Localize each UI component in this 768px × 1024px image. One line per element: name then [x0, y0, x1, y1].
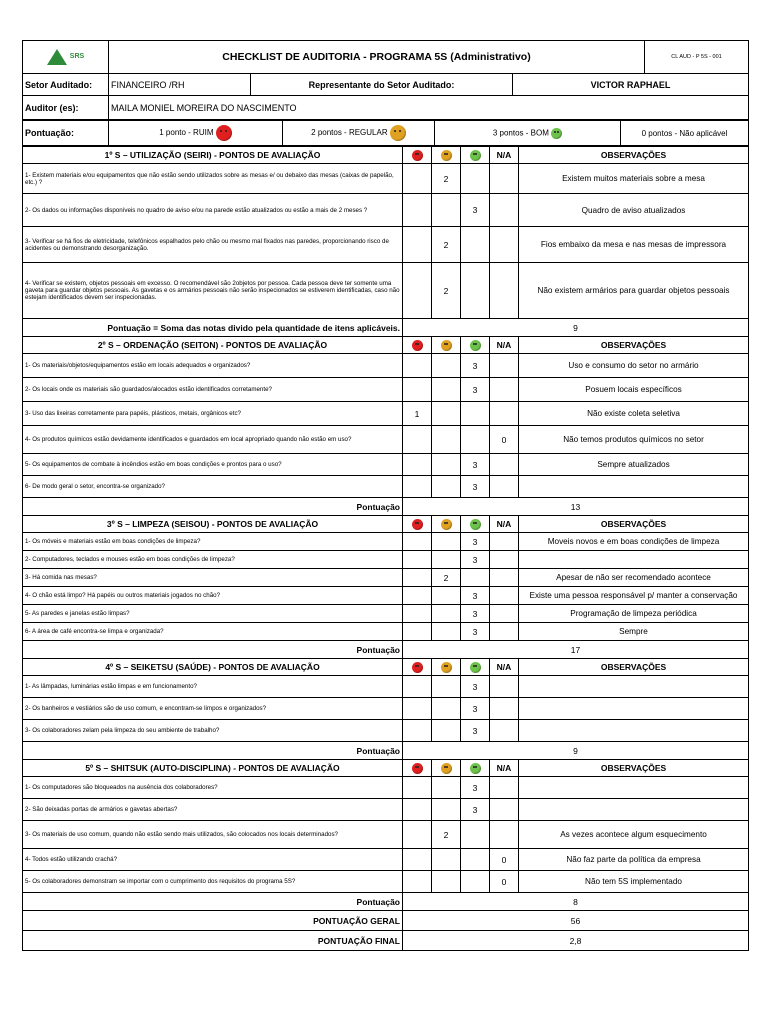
score-bom — [461, 871, 490, 893]
section-header — [23, 760, 749, 777]
table-row — [23, 402, 749, 426]
obs-header: OBSERVAÇÕES — [519, 147, 749, 164]
auditor-label: Auditor (es): — [23, 96, 109, 120]
total-label: Pontuação — [23, 498, 403, 516]
happy-face-icon — [470, 150, 481, 161]
score-ruim — [403, 551, 432, 569]
score-ruim — [403, 426, 432, 454]
score-na — [490, 164, 519, 194]
score-bom — [461, 227, 490, 263]
score-na: 0 — [490, 426, 519, 454]
score-bom: 3 — [461, 378, 490, 402]
section-total — [23, 319, 749, 337]
observation — [519, 698, 749, 720]
face-regular-cell — [432, 760, 461, 777]
score-ruim — [403, 263, 432, 319]
score-ruim — [403, 799, 432, 821]
score-ruim — [403, 533, 432, 551]
observation: Sempre atualizados — [519, 454, 749, 476]
document-title: CHECKLIST DE AUDITORIA - PROGRAMA 5S (Administrativo) — [109, 41, 645, 74]
score-na — [490, 799, 519, 821]
observation: Não faz parte da política da empresa — [519, 849, 749, 871]
score-bom — [461, 849, 490, 871]
score-regular — [432, 551, 461, 569]
face-regular-cell — [432, 147, 461, 164]
score-na — [490, 263, 519, 319]
score-na — [490, 569, 519, 587]
observation: Sempre — [519, 623, 749, 641]
setor-label: Setor Auditado: — [23, 74, 109, 96]
section-total — [23, 498, 749, 516]
score-regular — [432, 799, 461, 821]
section-total — [23, 641, 749, 659]
total-value: 13 — [403, 498, 749, 516]
score-ruim — [403, 821, 432, 849]
section-header — [23, 147, 749, 164]
observation: Posuem locais específicos — [519, 378, 749, 402]
score-regular — [432, 354, 461, 378]
observation: Quadro de aviso atualizados — [519, 194, 749, 227]
observation — [519, 799, 749, 821]
legend-table — [22, 120, 749, 146]
obs-header: OBSERVAÇÕES — [519, 337, 749, 354]
face-bom-cell — [461, 516, 490, 533]
score-na — [490, 194, 519, 227]
total-label: Pontuação = Soma das notas divido pela quantidade de itens aplicáveis. — [23, 319, 403, 337]
score-bom: 3 — [461, 551, 490, 569]
setor-value: FINANCEIRO /RH — [109, 74, 251, 96]
face-ruim-cell — [403, 659, 432, 676]
face-regular-cell — [432, 337, 461, 354]
table-row — [23, 454, 749, 476]
table-row — [23, 605, 749, 623]
score-regular — [432, 849, 461, 871]
observation: Não temos produtos químicos no setor — [519, 426, 749, 454]
score-ruim — [403, 378, 432, 402]
table-row — [23, 799, 749, 821]
question-text: 6- De modo geral o setor, encontra-se organizado? — [23, 476, 403, 498]
score-regular — [432, 402, 461, 426]
section-total — [23, 893, 749, 911]
obs-header: OBSERVAÇÕES — [519, 760, 749, 777]
score-regular — [432, 871, 461, 893]
sad-face-icon — [412, 150, 423, 161]
question-text: 4- Verificar se existem, objetos pessoais em excesso. O recomendável são 2objetos por pessoa. Cada pessoa deve ter somente uma gaveta para guardar objetos pessoais. As gavetas e os armários pessoais não serão inspecionados se estiverem identificadas, caso não estejam identificados devem ser inspecionadas. — [23, 263, 403, 319]
sad-face-icon — [412, 662, 423, 673]
face-regular-cell — [432, 659, 461, 676]
score-na: 0 — [490, 849, 519, 871]
geral-label: PONTUAÇÃO GERAL — [23, 911, 403, 931]
section-title: 2º S – ORDENAÇÃO (SEITON) - PONTOS DE AVALIAÇÃO — [23, 337, 403, 354]
score-bom — [461, 569, 490, 587]
happy-face-icon — [470, 340, 481, 351]
section-title: 4º S – SEIKETSU (SAÚDE) - PONTOS DE AVALIAÇÃO — [23, 659, 403, 676]
score-ruim — [403, 194, 432, 227]
table-row — [23, 194, 749, 227]
score-regular — [432, 720, 461, 742]
score-regular — [432, 454, 461, 476]
question-text: 2- Os banheiros e vestiários são de uso comum, e encontram-se limpos e organizados? — [23, 698, 403, 720]
face-bom-cell — [461, 760, 490, 777]
observation: Não existem armários para guardar objetos pessoais — [519, 263, 749, 319]
observation — [519, 676, 749, 698]
question-text: 4- Os produtos químicos estão devidamente identificados e guardados em local apropriado quando não estão em uso? — [23, 426, 403, 454]
observation: Não existe coleta seletiva — [519, 402, 749, 426]
total-value: 9 — [403, 742, 749, 760]
observation — [519, 720, 749, 742]
score-bom: 3 — [461, 354, 490, 378]
score-bom: 3 — [461, 777, 490, 799]
question-text: 2- São deixadas portas de armários e gavetas abertas? — [23, 799, 403, 821]
question-text: 3- Há comida nas mesas? — [23, 569, 403, 587]
face-ruim-cell — [403, 760, 432, 777]
neutral-face-icon — [441, 340, 452, 351]
table-row — [23, 777, 749, 799]
score-ruim — [403, 454, 432, 476]
representante-value: VICTOR RAPHAEL — [513, 74, 749, 96]
section-header — [23, 659, 749, 676]
total-label: Pontuação — [23, 742, 403, 760]
score-regular — [432, 426, 461, 454]
legend-ruim: 1 ponto - RUIM — [159, 128, 214, 138]
question-text: 3- Uso das lixeiras corretamente para papéis, plásticos, metais, orgânicos etc? — [23, 402, 403, 426]
obs-header: OBSERVAÇÕES — [519, 659, 749, 676]
geral-value: 56 — [403, 911, 749, 931]
auditor-value: MAILA MONIEL MOREIRA DO NASCIMENTO — [109, 96, 749, 120]
table-row — [23, 263, 749, 319]
score-bom: 3 — [461, 194, 490, 227]
final-value: 2,8 — [403, 931, 749, 951]
section-header — [23, 516, 749, 533]
score-bom: 3 — [461, 698, 490, 720]
representante-label: Representante do Setor Auditado: — [251, 74, 513, 96]
score-ruim — [403, 354, 432, 378]
score-regular — [432, 476, 461, 498]
table-row — [23, 533, 749, 551]
sad-face-icon — [412, 519, 423, 530]
question-text: 2- Os locais onde os materiais são guardados/alocados estão identificados corretamente? — [23, 378, 403, 402]
score-na — [490, 720, 519, 742]
happy-face-icon — [551, 128, 562, 139]
question-text: 2- Os dados ou informações disponíveis no quadro de aviso e/ou na parede estão atualizados ou estão a mais de 2 meses ? — [23, 194, 403, 227]
question-text: 1- Existem materiais e/ou equipamentos que não estão sendo utilizados sobre as mesas e/ ou debaixo das mesas (caixas de papelão, etc.) ? — [23, 164, 403, 194]
table-row — [23, 164, 749, 194]
score-bom: 3 — [461, 720, 490, 742]
score-na — [490, 587, 519, 605]
score-ruim — [403, 720, 432, 742]
score-na — [490, 533, 519, 551]
table-row — [23, 720, 749, 742]
question-text: 1- Os computadores são bloqueados na ausência dos colaboradores? — [23, 777, 403, 799]
score-na — [490, 605, 519, 623]
score-ruim — [403, 227, 432, 263]
score-regular — [432, 623, 461, 641]
score-na — [490, 378, 519, 402]
obs-header: OBSERVAÇÕES — [519, 516, 749, 533]
table-row — [23, 623, 749, 641]
table-row — [23, 227, 749, 263]
legend-bom: 3 pontos - BOM — [492, 128, 549, 138]
neutral-face-icon — [390, 125, 406, 141]
legend-regular: 2 pontos - REGULAR — [311, 128, 388, 138]
na-header: N/A — [490, 760, 519, 777]
score-bom: 3 — [461, 454, 490, 476]
table-row — [23, 871, 749, 893]
question-text: 5- Os equipamentos de combate à incêndios estão em boas condições e prontos para o uso? — [23, 454, 403, 476]
score-bom — [461, 426, 490, 454]
question-text: 5- As paredes e janelas estão limpas? — [23, 605, 403, 623]
observation: As vezes acontece algum esquecimento — [519, 821, 749, 849]
score-ruim — [403, 777, 432, 799]
score-na — [490, 354, 519, 378]
score-regular: 2 — [432, 263, 461, 319]
score-regular — [432, 605, 461, 623]
logo-triangle-icon — [47, 49, 67, 65]
sad-face-icon — [412, 763, 423, 774]
score-ruim — [403, 849, 432, 871]
total-value: 17 — [403, 641, 749, 659]
score-na — [490, 698, 519, 720]
table-row — [23, 378, 749, 402]
score-ruim — [403, 871, 432, 893]
score-ruim — [403, 676, 432, 698]
face-bom-cell — [461, 659, 490, 676]
total-value: 9 — [403, 319, 749, 337]
observation: Uso e consumo do setor no armário — [519, 354, 749, 378]
score-na: 0 — [490, 871, 519, 893]
na-header: N/A — [490, 659, 519, 676]
final-label: PONTUAÇÃO FINAL — [23, 931, 403, 951]
score-na — [490, 227, 519, 263]
total-label: Pontuação — [23, 893, 403, 911]
score-bom: 3 — [461, 676, 490, 698]
question-text: 3- Os materiais de uso comum, quando não estão sendo mais utilizados, são colocados nos locais determinados? — [23, 821, 403, 849]
observation: Existe uma pessoa responsável p/ manter a conservação — [519, 587, 749, 605]
score-bom: 3 — [461, 476, 490, 498]
neutral-face-icon — [441, 519, 452, 530]
neutral-face-icon — [441, 150, 452, 161]
face-ruim-cell — [403, 337, 432, 354]
score-ruim — [403, 569, 432, 587]
question-text: 6- A área de café encontra-se limpa e organizada? — [23, 623, 403, 641]
score-bom: 3 — [461, 605, 490, 623]
happy-face-icon — [470, 662, 481, 673]
score-regular: 2 — [432, 227, 461, 263]
question-text: 2- Computadores, teclados e mouses estão em boas condições de limpeza? — [23, 551, 403, 569]
pontuacao-label: Pontuação: — [23, 121, 109, 146]
logo-cell — [23, 41, 109, 74]
score-bom: 3 — [461, 799, 490, 821]
neutral-face-icon — [441, 763, 452, 774]
score-na — [490, 777, 519, 799]
score-bom — [461, 821, 490, 849]
neutral-face-icon — [441, 662, 452, 673]
table-row — [23, 426, 749, 454]
score-ruim — [403, 698, 432, 720]
na-header: N/A — [490, 147, 519, 164]
question-text: 1- As lâmpadas, luminárias estão limpas e em funcionamento? — [23, 676, 403, 698]
legend-na: 0 pontos - Não aplicável — [621, 121, 749, 146]
company-logo — [25, 49, 106, 65]
table-row — [23, 821, 749, 849]
observation: Programação de limpeza periódica — [519, 605, 749, 623]
sad-face-icon — [412, 340, 423, 351]
score-regular — [432, 533, 461, 551]
score-bom: 3 — [461, 587, 490, 605]
table-row — [23, 849, 749, 871]
score-ruim — [403, 587, 432, 605]
observation: Fios embaixo da mesa e nas mesas de impressora — [519, 227, 749, 263]
section-title: 5º S – SHITSUK (AUTO-DISCIPLINA) - PONTOS DE AVALIAÇÃO — [23, 760, 403, 777]
question-text: 1- Os materiais/objetos/equipamentos estão em locais adequados e organizados? — [23, 354, 403, 378]
observation: Apesar de não ser recomendado acontece — [519, 569, 749, 587]
header-table — [22, 40, 749, 120]
score-na — [490, 476, 519, 498]
face-ruim-cell — [403, 516, 432, 533]
observation — [519, 777, 749, 799]
section-header — [23, 337, 749, 354]
score-regular: 2 — [432, 164, 461, 194]
happy-face-icon — [470, 519, 481, 530]
document-code: CL AUD - P 5S - 001 — [645, 41, 749, 74]
face-ruim-cell — [403, 147, 432, 164]
score-regular — [432, 587, 461, 605]
total-label: Pontuação — [23, 641, 403, 659]
face-regular-cell — [432, 516, 461, 533]
observation: Não tem 5S implementado — [519, 871, 749, 893]
score-bom: 3 — [461, 623, 490, 641]
total-value: 8 — [403, 893, 749, 911]
score-ruim — [403, 623, 432, 641]
score-na — [490, 551, 519, 569]
question-text: 4- O chão está limpo? Há papéis ou outros materiais jogados no chão? — [23, 587, 403, 605]
logo-text: SRS — [69, 53, 85, 60]
score-ruim — [403, 164, 432, 194]
score-regular — [432, 378, 461, 402]
score-regular — [432, 777, 461, 799]
score-na — [490, 402, 519, 426]
question-text: 1- Os móveis e materiais estão em boas condições de limpeza? — [23, 533, 403, 551]
score-bom — [461, 263, 490, 319]
score-ruim — [403, 476, 432, 498]
audit-sheet — [22, 40, 748, 951]
score-ruim — [403, 605, 432, 623]
table-row — [23, 698, 749, 720]
question-text: 3- Os colaboradores zelam pela limpeza do seu ambiente de trabalho? — [23, 720, 403, 742]
observation — [519, 551, 749, 569]
sad-face-icon — [216, 125, 232, 141]
score-regular: 2 — [432, 821, 461, 849]
score-bom — [461, 402, 490, 426]
observation: Moveis novos e em boas condições de limpeza — [519, 533, 749, 551]
section-title: 3º S – LIMPEZA (SEISOU) - PONTOS DE AVALIAÇÃO — [23, 516, 403, 533]
score-regular — [432, 698, 461, 720]
score-bom — [461, 164, 490, 194]
face-bom-cell — [461, 337, 490, 354]
table-row — [23, 676, 749, 698]
score-regular — [432, 194, 461, 227]
score-bom: 3 — [461, 533, 490, 551]
section-total — [23, 742, 749, 760]
checklist-table — [22, 146, 749, 951]
score-na — [490, 821, 519, 849]
observation — [519, 476, 749, 498]
table-row — [23, 551, 749, 569]
table-row — [23, 476, 749, 498]
score-regular — [432, 676, 461, 698]
score-na — [490, 676, 519, 698]
na-header: N/A — [490, 337, 519, 354]
happy-face-icon — [470, 763, 481, 774]
question-text: 4- Todos estão utilizando crachá? — [23, 849, 403, 871]
question-text: 3- Verificar se há fios de eletricidade, telefônicos espalhados pelo chão ou mesmo mal fixados nas paredes, proporcionando risco de acidentes ou demonstrando desorganização. — [23, 227, 403, 263]
na-header: N/A — [490, 516, 519, 533]
table-row — [23, 354, 749, 378]
score-na — [490, 454, 519, 476]
observation: Existem muitos materiais sobre a mesa — [519, 164, 749, 194]
face-bom-cell — [461, 147, 490, 164]
score-regular: 2 — [432, 569, 461, 587]
score-na — [490, 623, 519, 641]
table-row — [23, 587, 749, 605]
score-ruim: 1 — [403, 402, 432, 426]
table-row — [23, 569, 749, 587]
question-text: 5- Os colaboradores demonstram se importar com o cumprimento dos requisitos do programa 5S? — [23, 871, 403, 893]
section-title: 1º S – UTILIZAÇÃO (SEIRI) - PONTOS DE AVALIAÇÃO — [23, 147, 403, 164]
